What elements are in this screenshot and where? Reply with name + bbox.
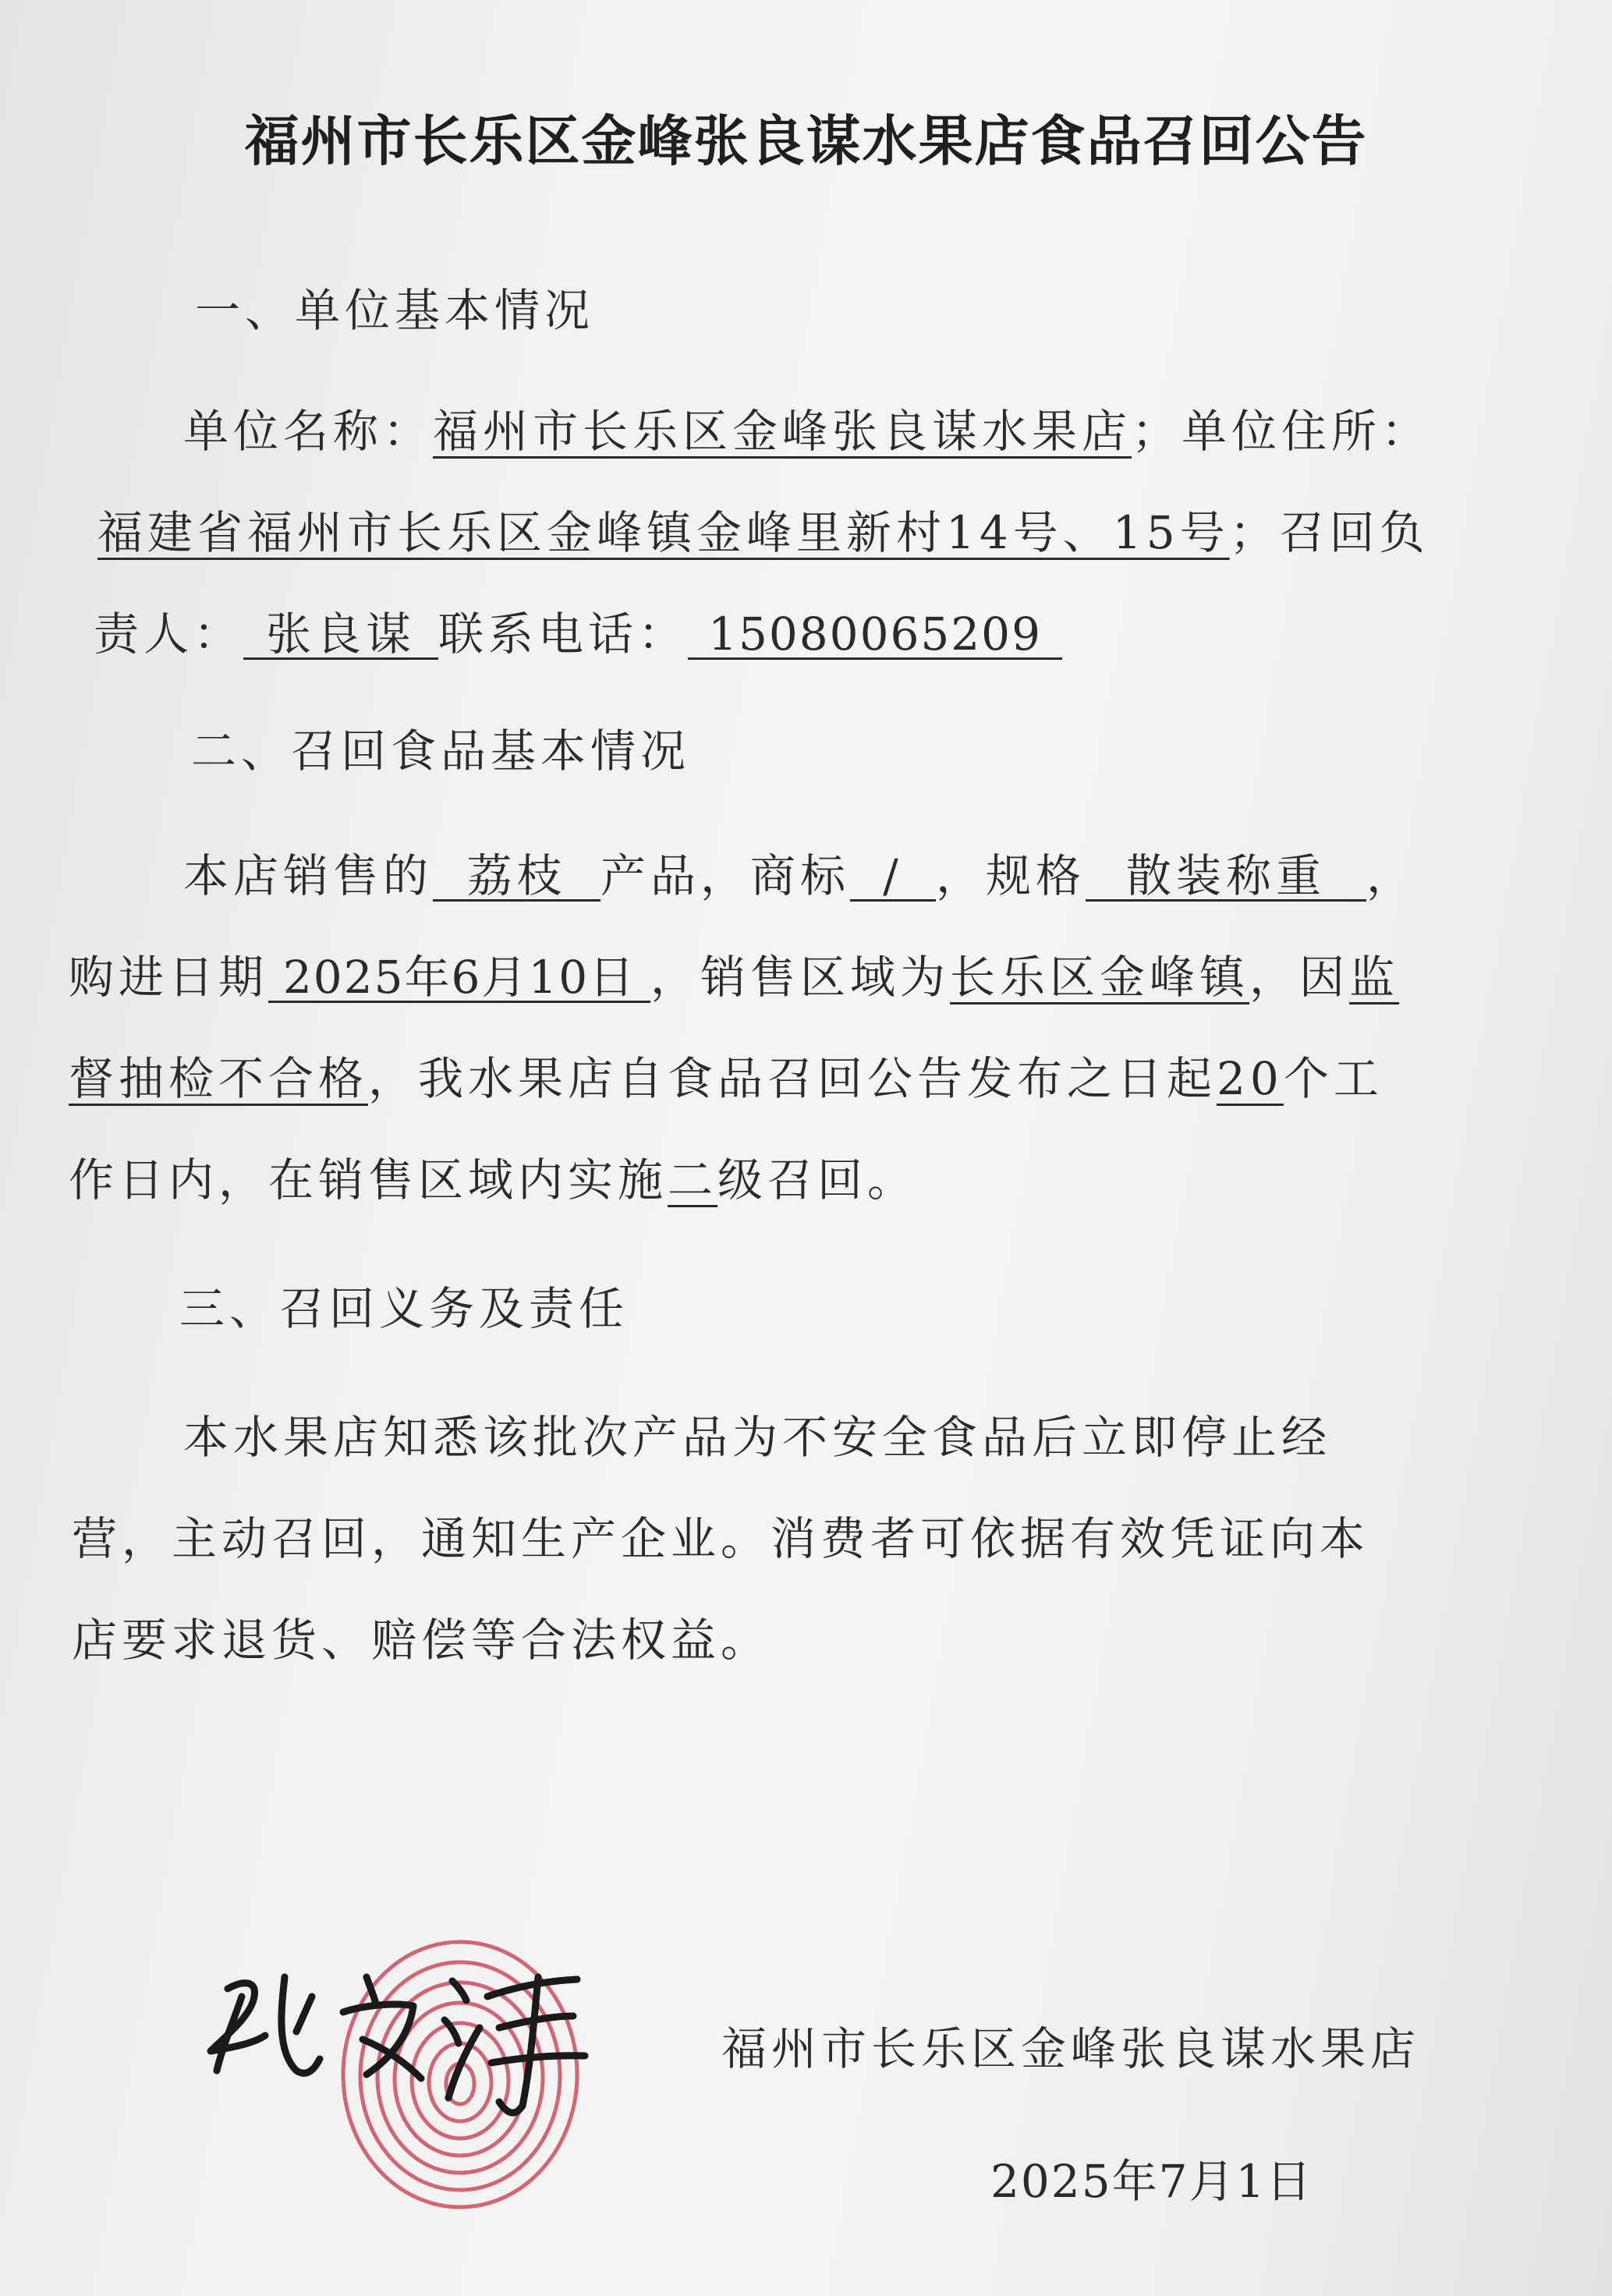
spec-value: 散装称重 — [1086, 852, 1366, 902]
text-fragment: ，我水果店自食品召回公告发布之日起 — [368, 1052, 1217, 1105]
handwritten-signature — [211, 1977, 585, 2113]
signer-organization: 福州市长乐区金峰张良谋水果店 — [721, 2022, 1421, 2075]
sales-region: 长乐区金峰镇 — [950, 951, 1250, 1004]
recall-reason-a: 监 — [1349, 951, 1400, 1004]
duty-para-line-2: 营，主动召回，通知生产企业。消费者可依据有效凭证向本 — [72, 1512, 1370, 1565]
phone-value: 15080065209 — [688, 611, 1062, 660]
document-date: 2025年7月1日 — [990, 2155, 1313, 2208]
section-2-heading: 二、召回食品基本情况 — [191, 725, 691, 778]
recall-days: 20 — [1217, 1052, 1284, 1105]
recall-para-line-4 — [69, 1154, 1550, 1206]
recall-para-line-3 — [69, 1053, 1550, 1104]
text-fragment: ，销售区域为 — [650, 951, 951, 1004]
owner-phone-line — [94, 608, 1575, 660]
text-fragment: 产品，商标 — [601, 849, 851, 902]
text-fragment: 级召回。 — [717, 1153, 918, 1206]
text-fragment: ，规格 — [936, 849, 1086, 902]
section-3-heading: 三、召回义务及责任 — [179, 1282, 629, 1335]
document-title: 福州市长乐区金峰张良谋水果店食品召回公告 — [244, 109, 1368, 173]
unit-name-value: 福州市长乐区金峰张良谋水果店 — [433, 405, 1132, 458]
purchase-date: 2025年6月10日 — [268, 954, 650, 1003]
text-fragment: 个工 — [1283, 1052, 1383, 1105]
unit-address-value: 福建省福州市长乐区金峰镇金峰里新村14号、15号 — [97, 506, 1230, 559]
recall-level: 二 — [668, 1153, 718, 1206]
phone-label: 联系电话： — [438, 608, 689, 661]
section-1-heading: 一、单位基本情况 — [195, 284, 595, 337]
text-fragment: 作日内，在销售区域内实施 — [69, 1153, 668, 1206]
recall-para-line-1 — [183, 850, 1612, 902]
recall-reason-b: 督抽检不合格 — [69, 1052, 369, 1105]
unit-name-label: 单位名称： — [183, 405, 434, 458]
text-fragment: ，因 — [1249, 951, 1350, 1004]
unit-address-line — [97, 507, 1579, 558]
unit-address-label: ；单位住所： — [1132, 405, 1432, 458]
recall-owner-label-a: ；召回负 — [1229, 506, 1430, 559]
duty-para-line-1: 本水果店知悉该批次产品为不安全食品后立即停止经 — [183, 1411, 1332, 1464]
signature-fingerprint-seal — [179, 1903, 616, 2215]
text-fragment: ， — [1366, 849, 1417, 902]
product-name: 荔枝 — [433, 852, 601, 902]
text-fragment: 购进日期 — [69, 951, 269, 1004]
recall-owner-label-b: 责人： — [94, 608, 244, 661]
unit-name-line — [183, 406, 1612, 457]
trademark-value: / — [850, 852, 936, 902]
text-fragment: 本店销售的 — [183, 849, 434, 902]
duty-para-line-3: 店要求退货、赔偿等合法权益。 — [72, 1614, 771, 1667]
recall-owner-value: 张良谋 — [243, 611, 438, 660]
recall-para-line-2 — [69, 951, 1550, 1003]
